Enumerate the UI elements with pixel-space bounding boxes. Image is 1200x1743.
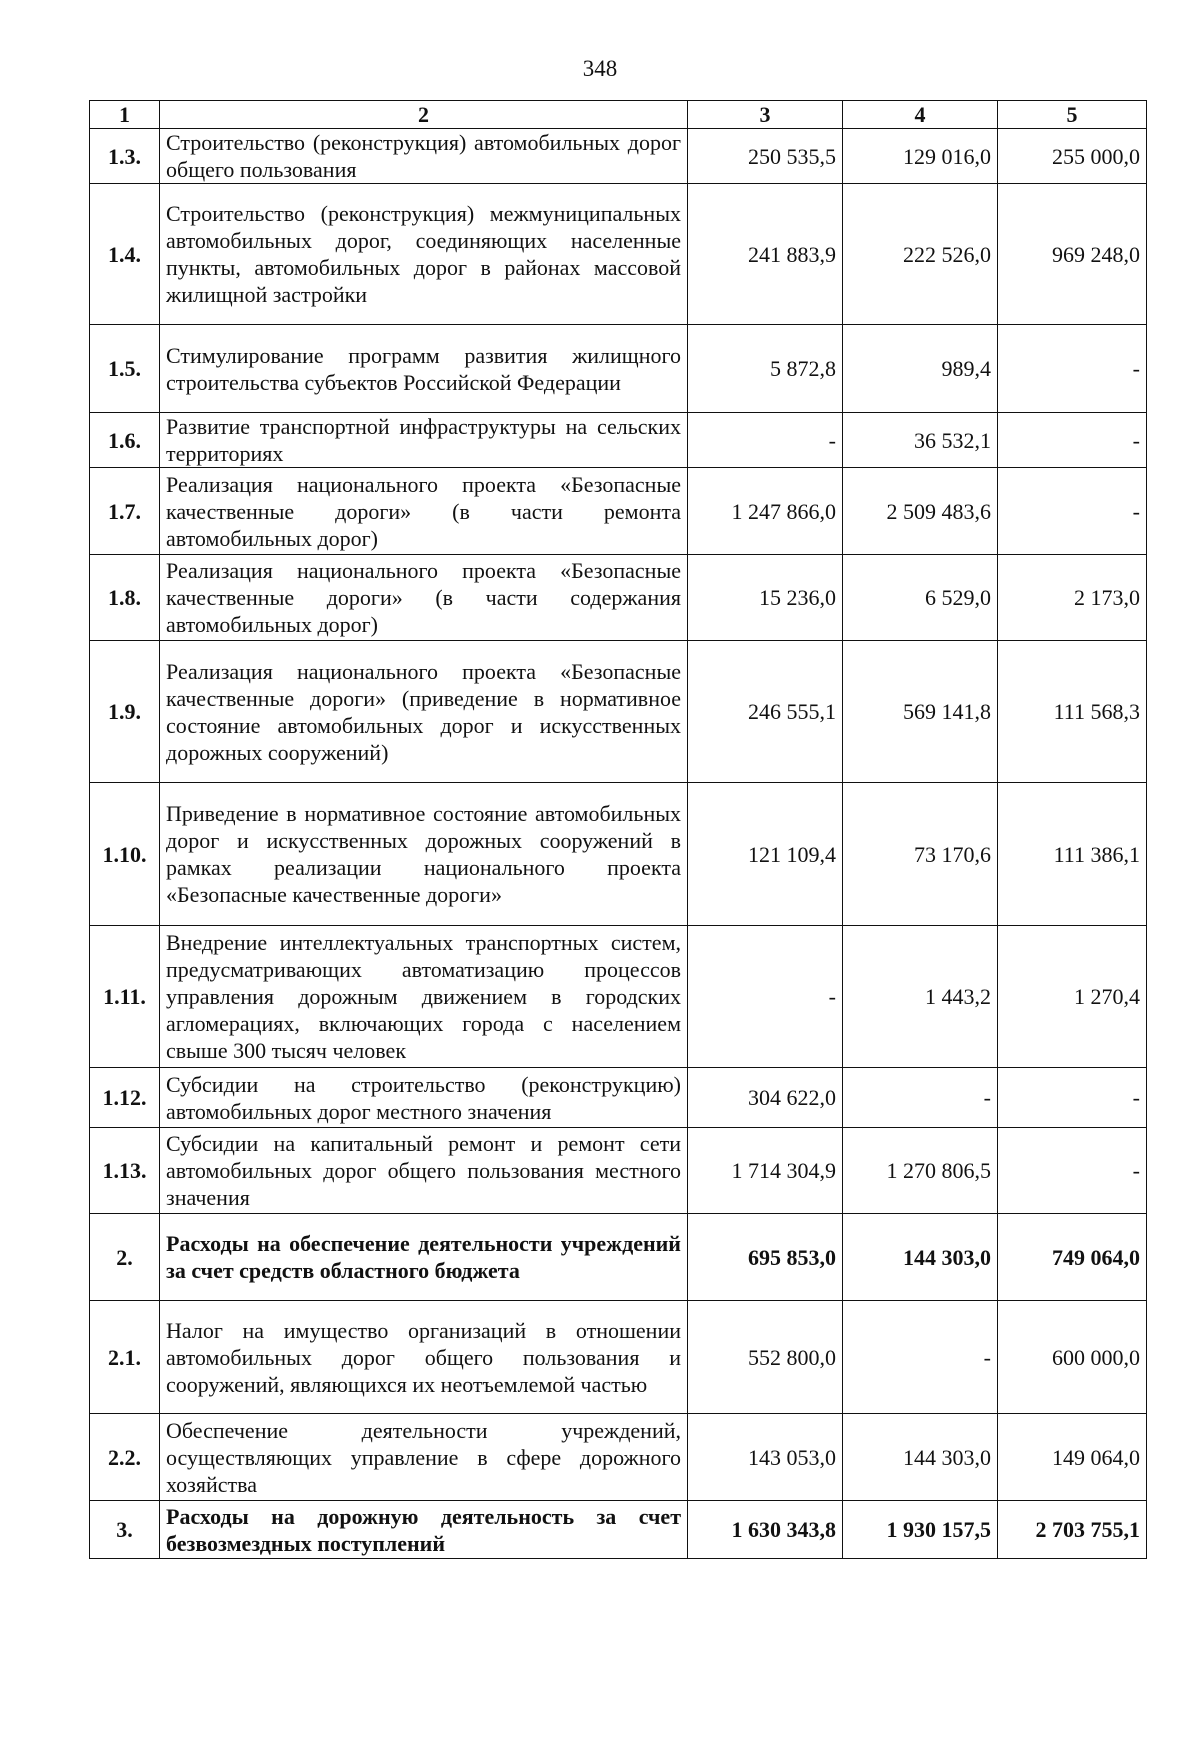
row-value-col4: 2 509 483,6 xyxy=(843,468,998,555)
row-value-col3: 246 555,1 xyxy=(688,641,843,783)
row-value-col3: 143 053,0 xyxy=(688,1414,843,1501)
row-number: 1.11. xyxy=(90,926,160,1068)
row-name: Субсидии на строительство (реконструкцию) автомобильных дорог местного значения xyxy=(160,1068,688,1128)
row-value-col5: 600 000,0 xyxy=(998,1301,1147,1414)
row-value-col3: 241 883,9 xyxy=(688,184,843,325)
row-value-col4: 6 529,0 xyxy=(843,555,998,641)
row-number: 1.6. xyxy=(90,413,160,468)
row-value-col5: 2 173,0 xyxy=(998,555,1147,641)
row-name: Реализация национального проекта «Безопасные качественные дороги» (приведение в нормативное состояние автомобильных дорог и искусственных дорожных сооружений) xyxy=(160,641,688,783)
row-value-col3: 250 535,5 xyxy=(688,129,843,184)
row-value-col5: 969 248,0 xyxy=(998,184,1147,325)
row-number: 1.5. xyxy=(90,325,160,413)
table-row xyxy=(90,1068,1147,1128)
row-value-col4: 989,4 xyxy=(843,325,998,413)
table-row xyxy=(90,783,1147,926)
row-value-col5: 2 703 755,1 xyxy=(998,1501,1147,1559)
table-row xyxy=(90,1501,1147,1559)
row-value-col3: 552 800,0 xyxy=(688,1301,843,1414)
row-name: Стимулирование программ развития жилищного строительства субъектов Российской Федерации xyxy=(160,325,688,413)
table-row xyxy=(90,1301,1147,1414)
row-value-col4: 36 532,1 xyxy=(843,413,998,468)
row-name: Внедрение интеллектуальных транспортных систем, предусматривающих автоматизацию процессов управления дорожным движением в городских агломерациях, включающих города с населением свыше 300 тысяч человек xyxy=(160,926,688,1068)
row-number: 1.9. xyxy=(90,641,160,783)
row-value-col3: 1 247 866,0 xyxy=(688,468,843,555)
row-value-col3: 5 872,8 xyxy=(688,325,843,413)
row-value-col5: 1 270,4 xyxy=(998,926,1147,1068)
row-value-col4: 1 270 806,5 xyxy=(843,1128,998,1214)
row-name: Приведение в нормативное состояние автомобильных дорог и искусственных дорожных сооружений в рамках реализации национального проекта «Безопасные качественные дороги» xyxy=(160,783,688,926)
row-value-col4: 569 141,8 xyxy=(843,641,998,783)
column-header-5: 5 xyxy=(998,101,1147,129)
row-name: Налог на имущество организаций в отношении автомобильных дорог общего пользования и сооружений, являющихся их неотъемлемой частью xyxy=(160,1301,688,1414)
column-header-4: 4 xyxy=(843,101,998,129)
row-number: 2.1. xyxy=(90,1301,160,1414)
row-value-col5: 255 000,0 xyxy=(998,129,1147,184)
row-name: Развитие транспортной инфраструктуры на сельских территориях xyxy=(160,413,688,468)
table-row xyxy=(90,184,1147,325)
page-number: 348 xyxy=(582,56,618,81)
column-header-1: 1 xyxy=(90,101,160,129)
row-name: Строительство (реконструкция) межмуниципальных автомобильных дорог, соединяющих населенные пункты, автомобильных дорог в районах массовой жилищной застройки xyxy=(160,184,688,325)
row-value-col4: 1 443,2 xyxy=(843,926,998,1068)
row-name: Обеспечение деятельности учреждений, осуществляющих управление в сфере дорожного хозяйства xyxy=(160,1414,688,1501)
row-number: 1.10. xyxy=(90,783,160,926)
table-row xyxy=(90,1214,1147,1301)
row-value-col5: 149 064,0 xyxy=(998,1414,1147,1501)
row-number: 1.3. xyxy=(90,129,160,184)
table-row xyxy=(90,413,1147,468)
row-value-col4: 129 016,0 xyxy=(843,129,998,184)
table-row xyxy=(90,129,1147,184)
row-value-col3: - xyxy=(688,926,843,1068)
row-value-col5: - xyxy=(998,413,1147,468)
row-name: Строительство (реконструкция) автомобильных дорог общего пользования xyxy=(160,129,688,184)
row-value-col3: 1 630 343,8 xyxy=(688,1501,843,1559)
row-number: 1.13. xyxy=(90,1128,160,1214)
row-value-col3: 121 109,4 xyxy=(688,783,843,926)
row-value-col3: - xyxy=(688,413,843,468)
row-number: 2. xyxy=(90,1214,160,1301)
table-header-row xyxy=(90,101,1147,129)
table-row xyxy=(90,1128,1147,1214)
row-value-col5: - xyxy=(998,1068,1147,1128)
row-value-col4: 73 170,6 xyxy=(843,783,998,926)
row-value-col5: 111 568,3 xyxy=(998,641,1147,783)
row-value-col4: 222 526,0 xyxy=(843,184,998,325)
budget-table xyxy=(89,100,1147,1559)
row-value-col3: 304 622,0 xyxy=(688,1068,843,1128)
table-row xyxy=(90,1414,1147,1501)
row-name: Субсидии на капитальный ремонт и ремонт сети автомобильных дорог общего пользования местного значения xyxy=(160,1128,688,1214)
table-row xyxy=(90,555,1147,641)
column-header-3: 3 xyxy=(688,101,843,129)
row-value-col5: 749 064,0 xyxy=(998,1214,1147,1301)
row-name: Реализация национального проекта «Безопасные качественные дороги» (в части содержания автомобильных дорог) xyxy=(160,555,688,641)
row-value-col3: 15 236,0 xyxy=(688,555,843,641)
table-row xyxy=(90,325,1147,413)
row-value-col3: 695 853,0 xyxy=(688,1214,843,1301)
row-value-col5: - xyxy=(998,1128,1147,1214)
table-row xyxy=(90,468,1147,555)
row-name: Расходы на дорожную деятельность за счет безвозмездных поступлений xyxy=(160,1501,688,1559)
table-row xyxy=(90,641,1147,783)
row-number: 1.4. xyxy=(90,184,160,325)
row-value-col5: 111 386,1 xyxy=(998,783,1147,926)
row-number: 1.7. xyxy=(90,468,160,555)
row-number: 2.2. xyxy=(90,1414,160,1501)
row-value-col5: - xyxy=(998,325,1147,413)
row-value-col4: - xyxy=(843,1068,998,1128)
row-value-col5: - xyxy=(998,468,1147,555)
row-value-col4: 144 303,0 xyxy=(843,1414,998,1501)
row-name: Реализация национального проекта «Безопасные качественные дороги» (в части ремонта автомобильных дорог) xyxy=(160,468,688,555)
row-name: Расходы на обеспечение деятельности учреждений за счет средств областного бюджета xyxy=(160,1214,688,1301)
row-value-col4: 144 303,0 xyxy=(843,1214,998,1301)
row-number: 1.8. xyxy=(90,555,160,641)
row-number: 1.12. xyxy=(90,1068,160,1128)
row-value-col3: 1 714 304,9 xyxy=(688,1128,843,1214)
table-row xyxy=(90,926,1147,1068)
row-value-col4: 1 930 157,5 xyxy=(843,1501,998,1559)
row-number: 3. xyxy=(90,1501,160,1559)
row-value-col4: - xyxy=(843,1301,998,1414)
column-header-2: 2 xyxy=(160,101,688,129)
